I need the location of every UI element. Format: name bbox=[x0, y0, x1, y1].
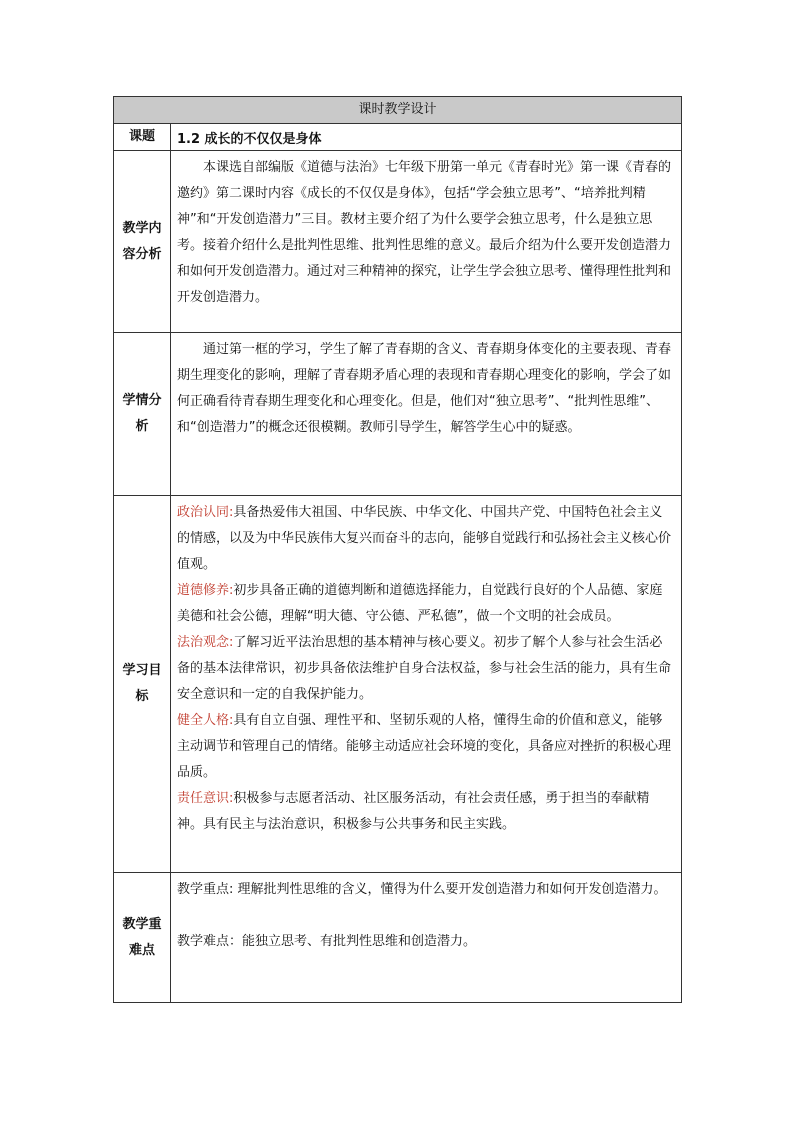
key-points-content bbox=[171, 873, 681, 961]
objective-text: 具有自立自强、理性平和、坚韧乐观的人格，懂得生命的价值和意义，能够主动调节和管理自己的情绪。能够主动适应社会环境的变化，具备应对挫折的积极心理品质。 bbox=[177, 713, 672, 780]
objective-name: 政治认同: bbox=[177, 505, 234, 520]
objective-item bbox=[177, 578, 675, 630]
content-analysis-label: 教学内容分析 bbox=[114, 151, 171, 333]
teaching-focus: 教学重点: 理解批判性思维的含义，懂得为什么要开发创造潜力和如何开发创造潜力。 bbox=[177, 882, 667, 897]
key-points-label: 教学重难点 bbox=[114, 873, 171, 1003]
content-analysis-text: 本课选自部编版《道德与法治》七年级下册第一单元《青春时光》第一课《青春的邀约》第二课时内容《成长的不仅仅是身体》，包括“学会独立思考”、“培养批判精神”和“开发创造潜力”三目。教材主要介绍了为什么要学会独立思考，什么是独立思考。接着介绍什么是批判性思维、批判性思维的意义。最后介绍为什么要开发创造潜力和如何开发创造潜力。通过对三种精神的探究，让学生学会独立思考、懂得理性批判和开发创造潜力。 bbox=[177, 160, 672, 305]
lesson-design-table bbox=[113, 96, 682, 1003]
learner-analysis-label: 学情分析 bbox=[114, 333, 171, 496]
key-points-cell bbox=[171, 873, 682, 1003]
objective-text: 了解习近平法治思想的基本精神与核心要义。初步了解个人参与社会生活必备的基本法律常识，初步具备依法维护自身合法权益，参与社会生活的能力，具有生命安全意识和一定的自我保护能力。 bbox=[177, 635, 672, 702]
objectives-list bbox=[171, 496, 681, 844]
content-analysis-cell bbox=[171, 151, 682, 333]
teaching-difficulty: 教学难点：能独立思考、有批判性思维和创造潜力。 bbox=[177, 934, 477, 949]
objective-item bbox=[177, 630, 675, 708]
objective-item bbox=[177, 708, 675, 786]
objectives-cell bbox=[171, 496, 682, 873]
objective-name: 责任意识: bbox=[177, 791, 234, 806]
spacer bbox=[177, 903, 675, 929]
objective-name: 道德修养: bbox=[177, 583, 234, 598]
objectives-label: 学习目标 bbox=[114, 496, 171, 873]
learner-analysis-cell bbox=[171, 333, 682, 496]
learner-analysis-text: 通过第一框的学习，学生了解了青春期的含义、青春期身体变化的主要表现、青春期生理变化的影响，理解了青春期矛盾心理的表现和青春期心理变化的影响，学会了如何正确看待青春期生理变化和心理变化。但是，他们对“独立思考”、“批判性思维”、和“创造潜力”的概念还很模糊。教师引导学生，解答学生心中的疑惑。 bbox=[177, 342, 672, 435]
topic-value-cell bbox=[171, 124, 682, 151]
objective-text: 具备热爱伟大祖国、中华民族、中华文化、中国共产党、中国特色社会主义的情感，以及为中华民族伟大复兴而奋斗的志向，能够自觉践行和弘扬社会主义核心价值观。 bbox=[177, 505, 672, 572]
objective-item bbox=[177, 500, 675, 578]
objective-name: 法治观念: bbox=[177, 635, 234, 650]
topic-value: 1.2 成长的不仅仅是身体 bbox=[177, 131, 322, 147]
objective-text: 积极参与志愿者活动、社区服务活动，有社会责任感，勇于担当的奉献精神。具有民主与法治意识，积极参与公共事务和民主实践。 bbox=[177, 791, 650, 832]
table-header: 课时教学设计 bbox=[114, 97, 682, 124]
objective-item bbox=[177, 786, 675, 838]
topic-label: 课题 bbox=[114, 124, 171, 151]
objective-text: 初步具备正确的道德判断和道德选择能力，自觉践行良好的个人品德、家庭美德和社会公德，理解“明大德、守公德、严私德”，做一个文明的社会成员。 bbox=[177, 583, 663, 624]
objective-name: 健全人格: bbox=[177, 713, 234, 728]
